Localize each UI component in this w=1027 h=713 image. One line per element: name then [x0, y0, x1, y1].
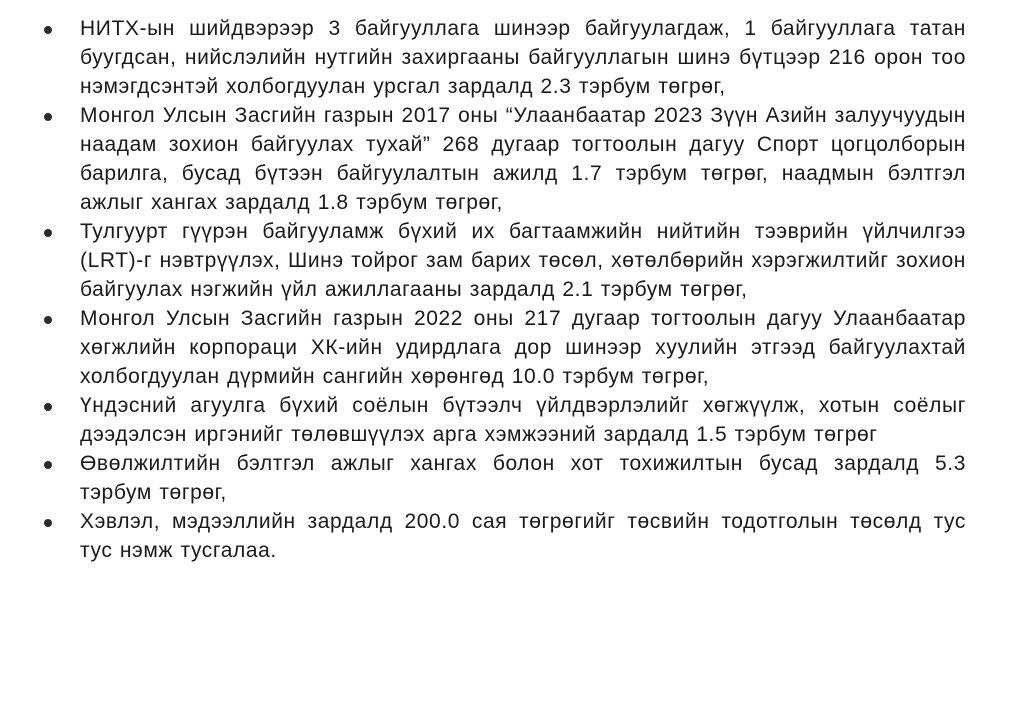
list-item-text: Монгол Улсын Засгийн газрын 2022 оны 217 дугаар тогтоолын дагуу Улаанбаатар хөгжлийн корпораци ХК-ийн удирдлага дор шинээр хуулийн этгээд байгуулахтай холбогдуулан дүрмийн сангийн хөрөнгөд 10.0 тэрбум төгрөг,	[80, 307, 966, 388]
list-item-text: НИТХ-ын шийдвэрээр 3 байгууллага шинээр байгуулагдаж, 1 байгууллага татан буугдсан, нийслэлийн нутгийн захиргааны байгууллагын шинэ бүтцээр 216 орон тоо нэмэгдсэнтэй холбогдуулан урсгал зардалд 2.3 тэрбум төгрөг,	[80, 17, 966, 98]
bullet-dot-icon	[44, 316, 52, 324]
bullet-dot-icon	[44, 519, 52, 527]
list-item-text: Үндэсний агуулга бүхий соёлын бүтээлч үйлдвэрлэлийг хөгжүүлж, хотын соёлыг дээдэлсэн иргэнийг төлөвшүүлэх арга хэмжээний зардалд 1.5 тэрбум төгрөг	[80, 394, 966, 446]
list-item	[36, 304, 966, 391]
list-item	[36, 101, 966, 217]
list-item	[36, 391, 966, 449]
list-item	[36, 449, 966, 507]
bullet-dot-icon	[44, 461, 52, 469]
bullet-dot-icon	[44, 113, 52, 121]
list-item-text: Өвөлжилтийн бэлтгэл ажлыг хангах болон хот тохижилтын бусад зардалд 5.3 тэрбум төгрөг,	[80, 452, 966, 504]
bullet-list	[36, 14, 966, 565]
list-item-text: Хэвлэл, мэдээллийн зардалд 200.0 сая төгрөгийг төсвийн тодотголын төсөлд тус тус нэмж тусгалаа.	[80, 510, 966, 562]
list-item-text: Тулгуурт гүүрэн байгууламж бүхий их багтаамжийн нийтийн тээврийн үйлчилгээ (LRT)-г нэвтрүүлэх, Шинэ тойрог зам барих төсөл, хөтөлбөрийн хэрэгжилтийг зохион байгуулах нэгжийн үйл ажиллагааны зардалд 2.1 тэрбум төгрөг,	[80, 220, 966, 301]
list-item	[36, 217, 966, 304]
list-item-text: Монгол Улсын Засгийн газрын 2017 оны “Улаанбаатар 2023 Зүүн Азийн залуучуудын наадам зохион байгуулах тухай” 268 дугаар тогтоолын дагуу Спорт цогцолборын барилга, бусад бүтээн байгуулалтын ажилд 1.7 тэрбум төгрөг, наадмын бэлтгэл ажлыг хангах зардалд 1.8 тэрбум төгрөг,	[80, 104, 966, 214]
list-item	[36, 507, 966, 565]
bullet-dot-icon	[44, 229, 52, 237]
bullet-dot-icon	[44, 26, 52, 34]
list-item	[36, 14, 966, 101]
bullet-dot-icon	[44, 403, 52, 411]
